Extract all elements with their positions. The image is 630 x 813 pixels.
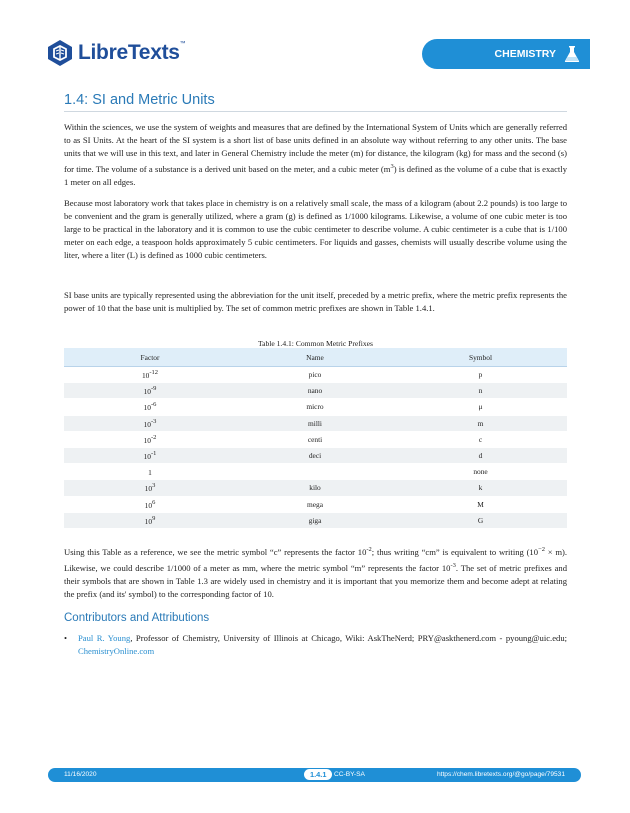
column-header-factor: Factor bbox=[64, 348, 236, 367]
table-row bbox=[64, 512, 567, 528]
paragraph-lab-scale: Because most laboratory work that takes place in chemistry is on a relatively small scale, the mass of a kilogram (about 2.2 pounds) is too large to be convenient and the gram is generally utilized, where a gram (g) is defined as 1/1000 kilograms. Likewise, a volume of one cubic meter is too large to be practical in the laboratory and it is common to use the cubic centimeter to describe volume. A cubic centimeter is a cube that is 1/100 meter on each edge, a teaspoon holds approximately 5 cubic centimeters. For liquids and gasses, chemists will usually describe volume using the liter, where a liter (L) is defined as 1000 cubic centimeters. bbox=[64, 198, 567, 261]
symbol-cell: G bbox=[394, 512, 567, 528]
table-row bbox=[64, 496, 567, 512]
symbol-cell: d bbox=[394, 447, 567, 463]
symbol-cell: μ bbox=[394, 399, 567, 415]
name-cell: pico bbox=[236, 367, 394, 383]
footer-url[interactable]: https://chem.libretexts.org/@go/page/79531 bbox=[436, 771, 565, 778]
column-header-symbol: Symbol bbox=[394, 348, 567, 367]
chemistry-online-link[interactable]: ChemistryOnline.com bbox=[78, 646, 155, 657]
symbol-cell: m bbox=[394, 415, 567, 431]
name-cell bbox=[236, 464, 394, 480]
page-title: 1.4: SI and Metric Units bbox=[64, 92, 215, 108]
table-row bbox=[64, 383, 567, 399]
name-cell: mega bbox=[236, 496, 394, 512]
logo-text: LibreTexts™ bbox=[78, 41, 186, 64]
contributors-heading: Contributors and Attributions bbox=[64, 612, 210, 624]
metric-prefix-table bbox=[64, 348, 567, 529]
title-divider bbox=[64, 111, 567, 112]
name-cell: centi bbox=[236, 431, 394, 447]
contributor-list-item bbox=[64, 632, 567, 658]
header bbox=[36, 32, 590, 72]
symbol-cell: p bbox=[394, 367, 567, 383]
libretexts-logo[interactable] bbox=[46, 38, 185, 68]
footer-license: CC-BY-SA bbox=[334, 771, 365, 778]
factor-cell: 10-12 bbox=[64, 367, 236, 383]
factor-cell: 10-6 bbox=[64, 399, 236, 415]
table-row bbox=[64, 480, 567, 496]
bullet-icon: • bbox=[64, 633, 68, 643]
symbol-cell: M bbox=[394, 496, 567, 512]
libretexts-hexagon-icon bbox=[46, 39, 74, 67]
subject-badge[interactable] bbox=[422, 39, 590, 69]
table-row bbox=[64, 415, 567, 431]
symbol-cell: k bbox=[394, 480, 567, 496]
table-row bbox=[64, 367, 567, 383]
subject-label: CHEMISTRY bbox=[494, 48, 556, 60]
factor-cell: 109 bbox=[64, 512, 236, 528]
factor-cell: 10-1 bbox=[64, 447, 236, 463]
factor-cell: 103 bbox=[64, 480, 236, 496]
paragraph-si-units: Within the sciences, we use the system of weights and measures that are defined by the International System of Units which are generally referred to as SI Units. At the heart of the SI system is a short list of base units defined in an absolute way without referring to any other units. The base units that we will use in this text, and later in General Chemistry include the meter (m) for distance, the kilogram (kg) for mass and the second (s) for time. The volume of a substance is a derived unit based on the meter, and a cubic meter $(m^3)$ is defined as the volume of a cube that is exactly 1 meter on all edges. bbox=[64, 122, 567, 188]
factor-cell: 10-2 bbox=[64, 431, 236, 447]
column-header-name: Name bbox=[236, 348, 394, 367]
paragraph-table-usage: Using this Table as a reference, we see the metric symbol “c” represents the factor $10^{-2}$; thus writing “cm” is equivalent to writing $(10^{-2} \times m)$. Likewise, we could describe 1/1000 of a meter as mm, where the metric symbol “m” represents the factor $10^{-3}$. The set of metric prefixes and their symbols that are shown in Table 1.3 are widely used in chemistry and it is important that you memorize them and become adept at relating the prefix (and its' symbol) to the corresponding factor of 10. bbox=[64, 546, 568, 600]
flask-icon bbox=[564, 45, 580, 63]
symbol-cell: n bbox=[394, 383, 567, 399]
name-cell: deci bbox=[236, 447, 394, 463]
footer-page-number: 1.4.1 bbox=[304, 769, 332, 780]
factor-cell: 106 bbox=[64, 496, 236, 512]
footer-date: 11/16/2020 bbox=[64, 771, 97, 778]
table-row bbox=[64, 447, 567, 463]
name-cell: giga bbox=[236, 512, 394, 528]
factor-cell: 1 bbox=[64, 464, 236, 480]
symbol-cell: none bbox=[394, 464, 567, 480]
name-cell: milli bbox=[236, 415, 394, 431]
table-row bbox=[64, 399, 567, 415]
name-cell: micro bbox=[236, 399, 394, 415]
paragraph-prefixes: SI base units are typically represented using the abbreviation for the unit itself, preceded by a metric prefix, where the metric prefix represents the power of 10 that the base unit is multiplied by. The set of common metric prefixes are shown in Table 1.4.1. bbox=[64, 290, 567, 314]
table-header-row bbox=[64, 348, 567, 367]
factor-cell: 10-9 bbox=[64, 383, 236, 399]
table-caption: Table 1.4.1: Common Metric Prefixes bbox=[257, 339, 374, 348]
footer-bar bbox=[48, 768, 581, 782]
contributor-name-link[interactable]: Paul R. Young bbox=[78, 633, 131, 643]
contributor-text: Paul R. Young, Professor of Chemistry, University of Illinois at Chicago, Wiki: AskTheNerd; PRY@askthenerd.com - pyoung@uic.edu; ChemistryOnline.com bbox=[78, 633, 567, 657]
table-row bbox=[64, 464, 567, 480]
table-row bbox=[64, 431, 567, 447]
name-cell: kilo bbox=[236, 480, 394, 496]
symbol-cell: c bbox=[394, 431, 567, 447]
factor-cell: 10-3 bbox=[64, 415, 236, 431]
name-cell: nano bbox=[236, 383, 394, 399]
